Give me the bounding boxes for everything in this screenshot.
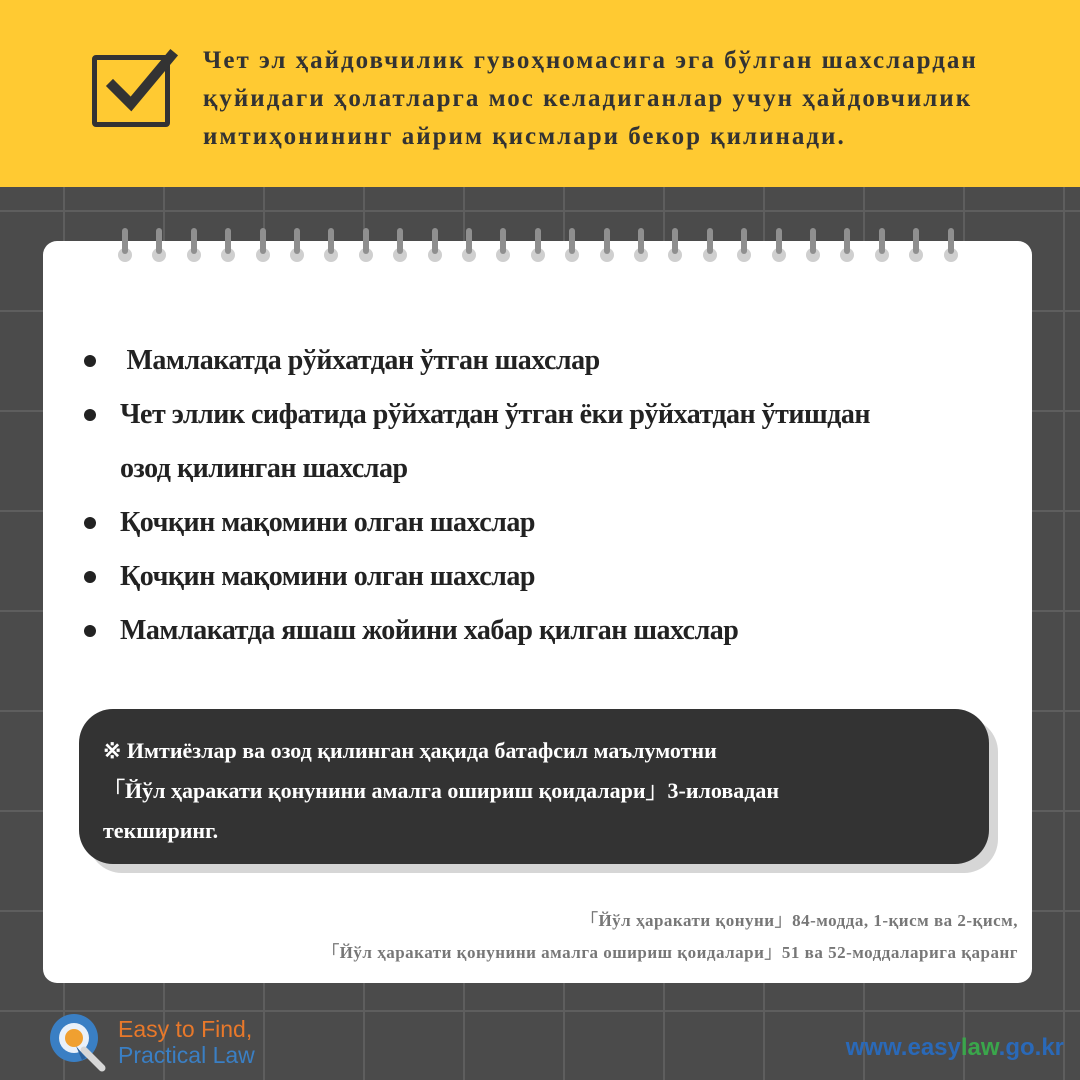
list-item-text: Қочқин мақомини олган шахслар [120, 561, 535, 592]
logo-slogan [118, 1016, 255, 1068]
list-item-text: Мамлакатда яшаш жойини хабар қилган шахслар [120, 615, 739, 646]
magnifier-logo-icon [46, 1010, 108, 1072]
header-banner [0, 0, 1080, 187]
ring-icon [565, 228, 579, 262]
header-line: Чет эл ҳайдовчилик гувоҳномасига эга бўлган шахслардан [203, 47, 978, 74]
list-item-text: озод қилинган шахслар [120, 453, 408, 484]
reference-line: 「Йўл ҳаракати қонунини амалга ошириш қоидалари」51 ва 52-моддаларига қаранг [322, 943, 1018, 962]
ring-icon [496, 228, 510, 262]
logo-line: Practical Law [118, 1042, 255, 1068]
ring-icon [118, 228, 132, 262]
bullet-icon [84, 409, 96, 421]
note-line: 「Йўл ҳаракати қонунини амалга ошириш қоидалари」3-иловадан [103, 778, 780, 803]
ring-icon [256, 228, 270, 262]
site-suffix: .go.kr [998, 1034, 1064, 1061]
ring-icon [600, 228, 614, 262]
ring-icon [531, 228, 545, 262]
eligibility-list [80, 334, 1000, 658]
ring-icon [668, 228, 682, 262]
ring-icon [772, 228, 786, 262]
site-law: law [960, 1034, 999, 1061]
ring-icon [393, 228, 407, 262]
website-link[interactable] [846, 1034, 1064, 1062]
list-item [80, 496, 1000, 550]
list-item [80, 388, 1000, 496]
reference-line: 「Йўл ҳаракати қонуни」84-модда, 1-қисм ва 2-қисм, [580, 911, 1018, 930]
ring-icon [909, 228, 923, 262]
ring-icon [187, 228, 201, 262]
list-item-text: Қочқин мақомини олган шахслар [120, 507, 535, 538]
list-item [80, 604, 1000, 658]
note-box [79, 709, 989, 864]
header-line: имтиҳонининг айрим қисмлари бекор қилинади. [203, 123, 846, 150]
bullet-icon [84, 517, 96, 529]
legal-references [322, 905, 1018, 969]
list-item-text: Мамлакатда рўйхатдан ўтган шахслар [120, 345, 600, 376]
ring-icon [634, 228, 648, 262]
easy-law-logo [46, 1010, 306, 1074]
ring-icon [359, 228, 373, 262]
note-line: ※ Имтиёзлар ва озод қилинган ҳақида батафсил маълумотни [103, 738, 717, 763]
list-item [80, 550, 1000, 604]
ring-icon [944, 228, 958, 262]
ring-icon [703, 228, 717, 262]
site-prefix: www.easy [845, 1034, 961, 1061]
ring-icon [806, 228, 820, 262]
ring-icon [428, 228, 442, 262]
checkbox-checked-icon [92, 55, 170, 127]
ring-icon [875, 228, 889, 262]
list-item-text: Чет эллик сифатида рўйхатдан ўтган ёки рўйхатдан ўтишдан [120, 399, 870, 430]
ring-icon [152, 228, 166, 262]
bullet-icon [84, 625, 96, 637]
bullet-icon [84, 355, 96, 367]
ring-icon [221, 228, 235, 262]
note-line: текширинг. [103, 818, 219, 843]
ring-icon [840, 228, 854, 262]
ring-icon [462, 228, 476, 262]
ring-icon [290, 228, 304, 262]
ring-icon [324, 228, 338, 262]
notepad-rings [118, 228, 948, 264]
ring-icon [737, 228, 751, 262]
bullet-icon [84, 571, 96, 583]
header-line: қуйидаги ҳолатларга мос келадиганлар учун ҳайдовчилик [203, 85, 973, 112]
logo-line: Easy to Find, [118, 1016, 253, 1042]
header-title [203, 42, 1063, 156]
list-item [80, 334, 1000, 388]
